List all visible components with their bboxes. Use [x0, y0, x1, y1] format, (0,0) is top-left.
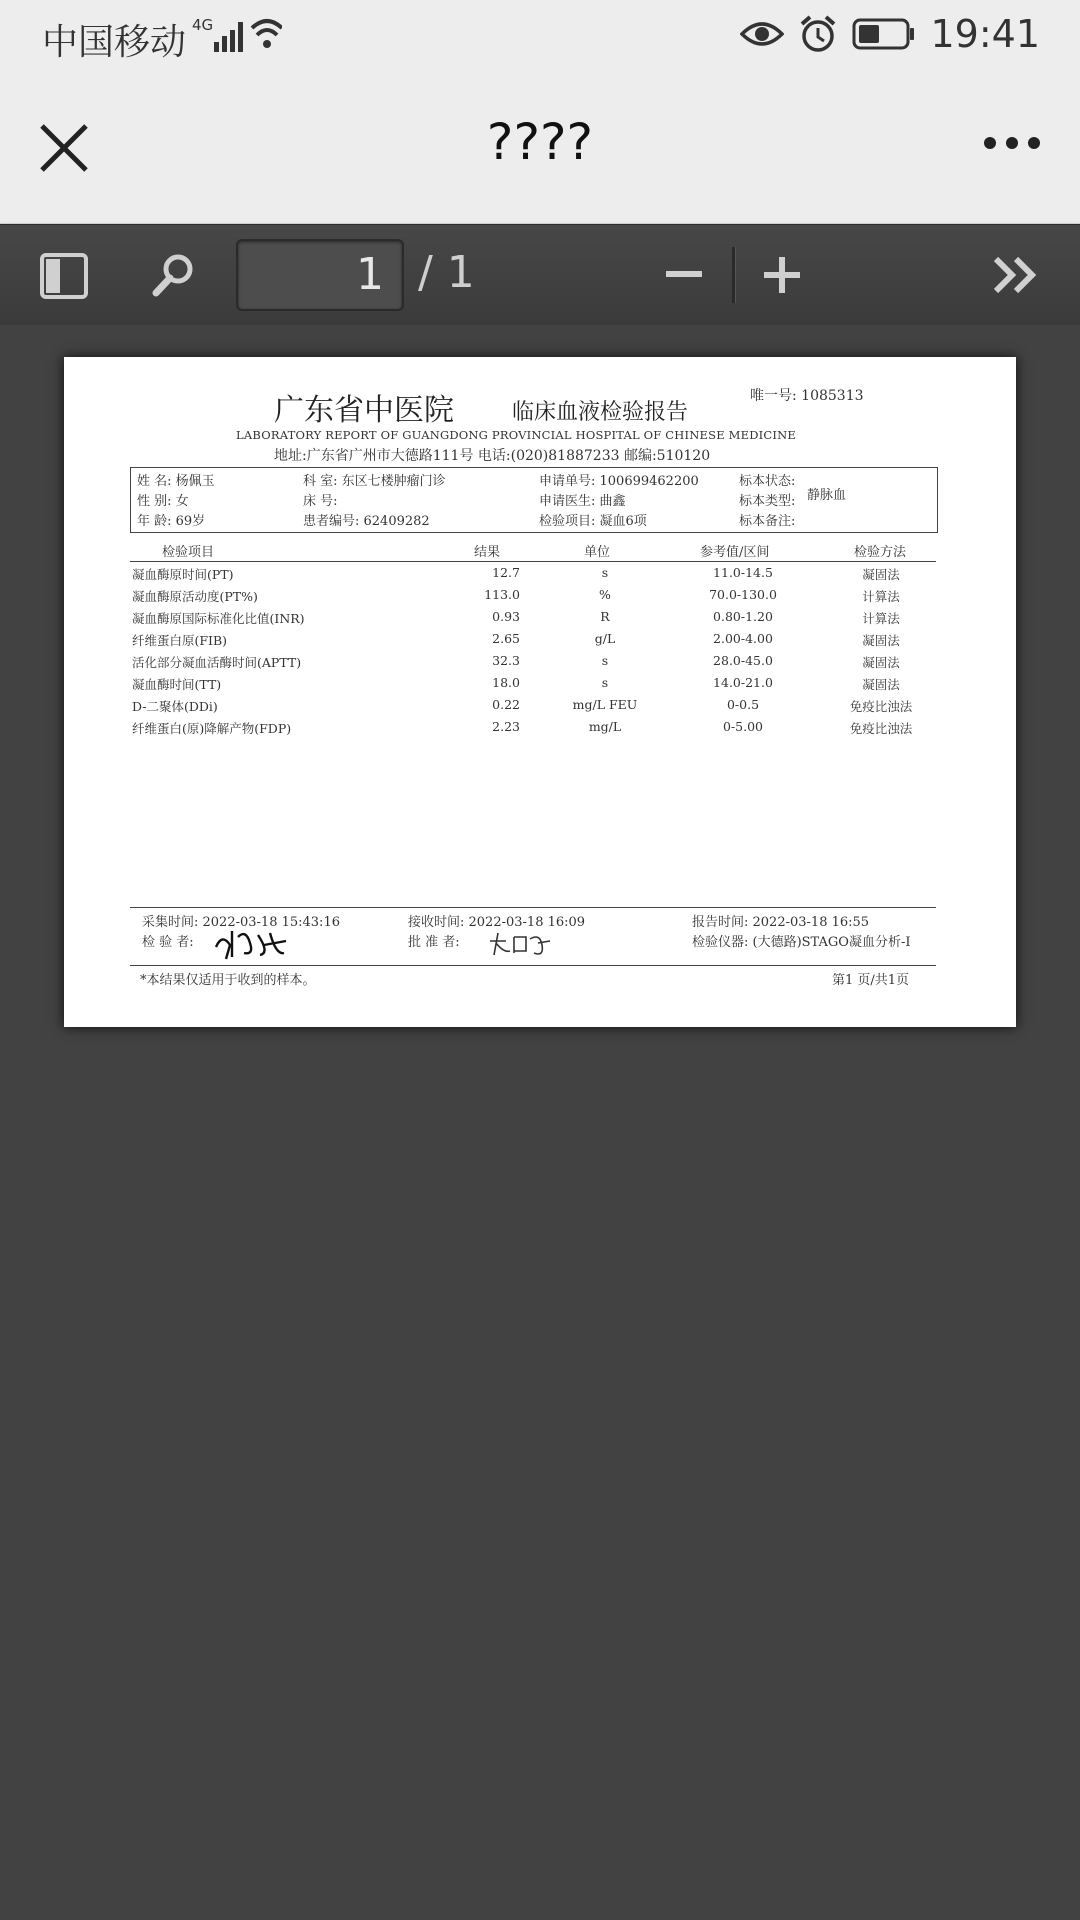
cell-unit: s — [601, 675, 609, 690]
patient-number: 患者编号: 62409282 — [303, 514, 430, 529]
instrument: 检验仪器: (大德路)STAGO凝血分析-I — [692, 935, 911, 950]
footer-top-rule — [130, 907, 936, 908]
bed-number: 床 号: — [303, 494, 338, 509]
cell-method: 凝固法 — [862, 655, 900, 670]
pdf-viewer[interactable] — [0, 325, 1080, 1920]
zoom-divider — [732, 247, 736, 303]
report-title: 临床血液检验报告 — [512, 400, 689, 425]
tools-menu-icon[interactable] — [992, 255, 1042, 295]
search-icon[interactable] — [150, 251, 198, 299]
cell-result: 18.0 — [492, 675, 520, 690]
address-line: 地址:广东省广州市大德路111号 电话:(020)81887233 邮编:510120 — [274, 448, 711, 464]
title-bar — [0, 75, 1080, 224]
patient-gender: 性 别: 女 — [137, 494, 189, 509]
approver-signature-image — [486, 929, 556, 959]
zoom-out-icon[interactable] — [666, 269, 702, 281]
cell-reference: 0.80-1.20 — [713, 609, 773, 624]
status-bar — [0, 0, 1080, 75]
col-header-unit: 单位 — [584, 545, 611, 560]
cell-item: 凝血酶原活动度(PT%) — [132, 589, 258, 604]
request-number: 申请单号: 100699462200 — [539, 474, 699, 489]
hospital-name: 广东省中医院 — [274, 393, 454, 428]
cell-unit: s — [601, 653, 609, 668]
col-header-reference: 参考值/区间 — [700, 545, 770, 560]
page-number-input[interactable]: 1 — [236, 239, 404, 311]
requesting-doctor: 申请医生: 曲鑫 — [539, 494, 626, 509]
receive-time: 接收时间: 2022-03-18 16:09 — [408, 915, 586, 930]
approver-label: 批 准 者: — [408, 935, 460, 950]
status-right — [740, 12, 1040, 56]
cell-result: 113.0 — [484, 587, 520, 602]
sidebar-toggle-icon[interactable] — [40, 253, 88, 299]
cell-method: 凝固法 — [862, 633, 900, 648]
battery-icon — [852, 16, 916, 52]
cell-item: 纤维蛋白原(FIB) — [132, 633, 228, 648]
cell-reference: 0-0.5 — [726, 697, 760, 712]
patient-name: 姓 名: 杨佩玉 — [137, 474, 215, 489]
cell-result: 0.22 — [492, 697, 520, 712]
clock: 19:41 — [930, 12, 1040, 56]
disclaimer: *本结果仅适用于收到的样本。 — [140, 973, 316, 988]
cell-result: 32.3 — [492, 653, 520, 668]
test-item: 检验项目: 凝血6项 — [539, 514, 647, 529]
cell-item: 凝血酶时间(TT) — [132, 677, 222, 692]
cell-result: 12.7 — [492, 565, 520, 580]
zoom-in-icon[interactable] — [764, 257, 800, 293]
footer-bottom-rule — [130, 965, 936, 966]
cell-result: 0.93 — [492, 609, 520, 624]
cell-reference: 28.0-45.0 — [713, 653, 773, 668]
col-header-result: 结果 — [474, 545, 501, 560]
department: 科 室: 东区七楼肿瘤门诊 — [303, 474, 446, 489]
cell-method: 免疫比浊法 — [849, 721, 913, 736]
cell-reference: 2.00-4.00 — [713, 631, 773, 646]
cell-method: 计算法 — [862, 611, 900, 626]
table-row — [130, 585, 936, 607]
cell-reference: 14.0-21.0 — [713, 675, 773, 690]
page-info: 第1 页/共1页 — [832, 973, 910, 988]
cell-item: 纤维蛋白(原)降解产物(FDP) — [132, 721, 292, 736]
table-row — [130, 563, 936, 585]
patient-info-box — [130, 467, 938, 533]
alarm-icon — [798, 14, 838, 54]
cell-method: 免疫比浊法 — [849, 699, 913, 714]
col-header-method: 检验方法 — [854, 545, 907, 560]
table-row — [130, 629, 936, 651]
cell-unit: % — [599, 587, 611, 602]
cell-item: 活化部分凝血活酶时间(APTT) — [132, 655, 302, 670]
table-row — [130, 607, 936, 629]
cell-unit: R — [600, 609, 610, 624]
specimen-state: 标本状态: — [739, 474, 796, 489]
signal-wifi-icon — [192, 12, 282, 60]
tester-signature-image — [210, 925, 290, 961]
specimen-note: 标本备注: — [739, 514, 796, 529]
more-dot-icon — [1028, 137, 1040, 149]
col-header-item: 检验项目 — [162, 545, 215, 560]
cell-item: 凝血酶原时间(PT) — [132, 567, 234, 582]
more-dot-icon — [1006, 137, 1018, 149]
carrier-name: 中国移动 — [42, 22, 187, 63]
cell-unit: g/L — [594, 631, 616, 646]
eye-icon — [740, 14, 784, 54]
cell-method: 凝固法 — [862, 677, 900, 692]
patient-age: 年 龄: 69岁 — [137, 514, 206, 529]
collect-time: 采集时间: 2022-03-18 15:43:16 — [142, 915, 340, 930]
cell-method: 计算法 — [862, 589, 900, 604]
cell-result: 2.65 — [492, 631, 520, 646]
table-row — [130, 651, 936, 673]
english-title: LABORATORY REPORT OF GUANGDONG PROVINCIAL HOSPITAL OF CHINESE MEDICINE — [236, 428, 796, 442]
cell-reference: 70.0-130.0 — [709, 587, 777, 602]
results-table-header — [130, 539, 936, 562]
cell-unit: mg/L — [588, 719, 622, 734]
cell-result: 2.23 — [492, 719, 520, 734]
cell-unit: mg/L FEU — [572, 697, 638, 712]
table-row — [130, 695, 936, 717]
network-type-label: 4G — [192, 16, 214, 34]
table-row — [130, 717, 936, 739]
cell-reference: 0-5.00 — [722, 719, 763, 734]
cell-item: 凝血酶原国际标准化比值(INR) — [132, 611, 305, 626]
page-title: ???? — [486, 113, 594, 171]
cell-reference: 11.0-14.5 — [713, 565, 773, 580]
page-total-label: / 1 — [418, 247, 475, 298]
specimen-type-label: 标本类型: — [739, 494, 796, 509]
cell-method: 凝固法 — [862, 567, 900, 582]
serial-number: 唯一号: 1085313 — [750, 388, 864, 404]
cell-item: D-二聚体(DDi) — [132, 699, 218, 714]
more-options-button[interactable] — [984, 137, 1040, 149]
pdf-toolbar — [0, 224, 1080, 326]
cell-unit: s — [601, 565, 609, 580]
tester-label: 检 验 者: — [142, 935, 194, 950]
pdf-page — [64, 357, 1016, 1027]
table-row — [130, 673, 936, 695]
report-time: 报告时间: 2022-03-18 16:55 — [692, 915, 870, 930]
specimen-type-value: 静脉血 — [807, 488, 847, 503]
more-dot-icon — [984, 137, 996, 149]
